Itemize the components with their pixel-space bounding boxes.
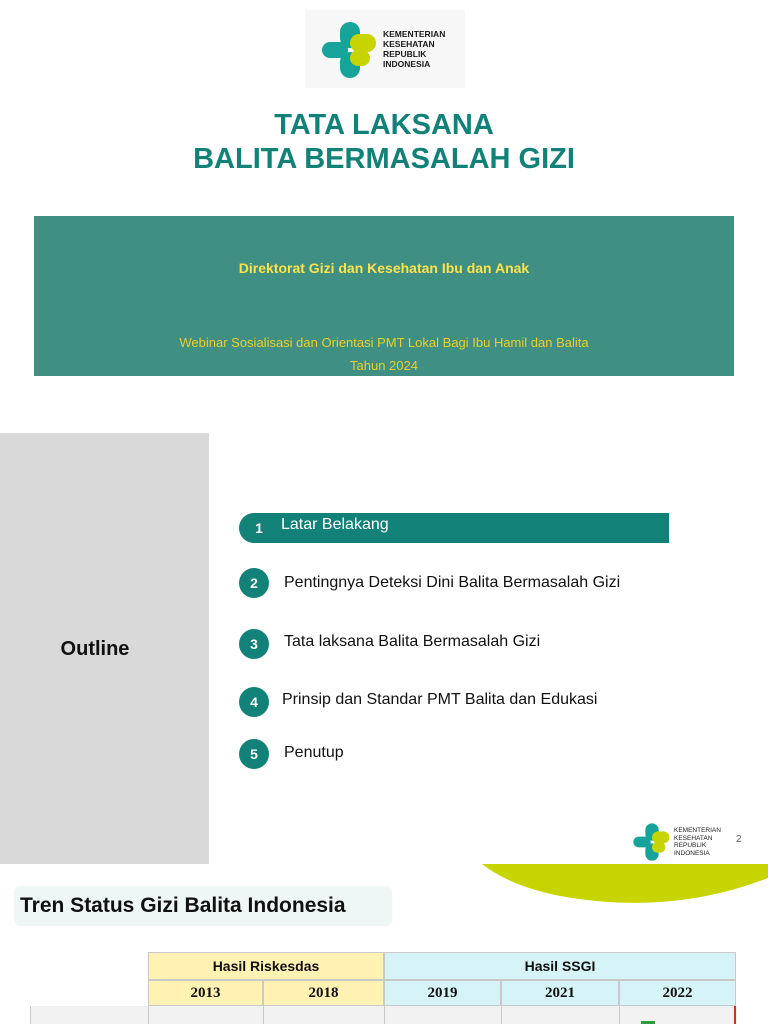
slide-title-line1: TATA LAKSANA	[274, 109, 494, 141]
outline-item-1[interactable]: Latar Belakang	[281, 516, 389, 533]
outline-number-2: 2	[239, 568, 269, 598]
outline-item-3[interactable]: Tata laksana Balita Bermasalah Gizi	[284, 633, 541, 650]
banner-subtitle: Direktorat Gizi dan Kesehatan Ibu dan Anak	[238, 260, 530, 276]
table-divider	[501, 1006, 502, 1024]
outline-slide	[0, 432, 768, 864]
table-group-riskesdas: Hasil Riskesdas	[148, 952, 384, 980]
logo-text	[383, 29, 445, 69]
table-divider	[619, 1006, 620, 1024]
table-divider	[148, 1006, 149, 1024]
logo-line: KESEHATAN	[383, 39, 435, 49]
table-marker	[734, 1006, 736, 1024]
table-divider	[263, 1006, 264, 1024]
table-divider	[384, 1006, 385, 1024]
kemenkes-logo-small-icon	[632, 822, 672, 862]
decorative-swoosh	[470, 864, 768, 904]
logo-small-line: KESEHATAN	[674, 834, 713, 842]
banner-event-line1: Webinar Sosialisasi dan Orientasi PMT Lokal Bagi Ibu Hamil dan Balita	[179, 335, 589, 350]
slide-title-line2: BALITA BERMASALAH GIZI	[193, 143, 575, 175]
outline-item-5[interactable]: Penutup	[284, 744, 344, 761]
table-group-ssgi: Hasil SSGI	[384, 952, 736, 980]
table-header-year: 2019	[384, 980, 501, 1006]
page-number: 2	[736, 834, 742, 845]
title-banner	[34, 216, 734, 376]
outline-item-2[interactable]: Pentingnya Deteksi Dini Balita Bermasalah Gizi	[284, 574, 621, 591]
table-header-year: 2018	[263, 980, 384, 1006]
kemenkes-logo-icon	[320, 20, 380, 80]
logo-line: REPUBLIK	[383, 49, 427, 59]
table-header-year: 2021	[501, 980, 619, 1006]
table-header-year: 2022	[619, 980, 736, 1006]
title-slide	[0, 0, 768, 432]
outline-number-5: 5	[239, 739, 269, 769]
banner-event-line2: Tahun 2024	[350, 358, 418, 373]
slide-title: Tren Status Gizi Balita Indonesia	[20, 894, 346, 917]
logo-small-line: INDONESIA	[674, 849, 710, 857]
outline-label: Outline	[60, 638, 130, 660]
logo-line: INDONESIA	[383, 59, 431, 69]
outline-number-4: 4	[239, 687, 269, 717]
logo-line: KEMENTERIAN	[383, 29, 446, 39]
outline-item-4[interactable]: Prinsip dan Standar PMT Balita dan Edukasi	[282, 691, 598, 708]
logo-small-line: REPUBLIK	[674, 842, 707, 849]
outline-number-3: 3	[239, 629, 269, 659]
table-header-year: 2013	[148, 980, 263, 1006]
trend-slide	[0, 864, 768, 1024]
logo-small-text	[674, 827, 721, 857]
logo-small-line: KEMENTERIAN	[674, 827, 721, 834]
outline-number-1: 1	[255, 520, 263, 536]
